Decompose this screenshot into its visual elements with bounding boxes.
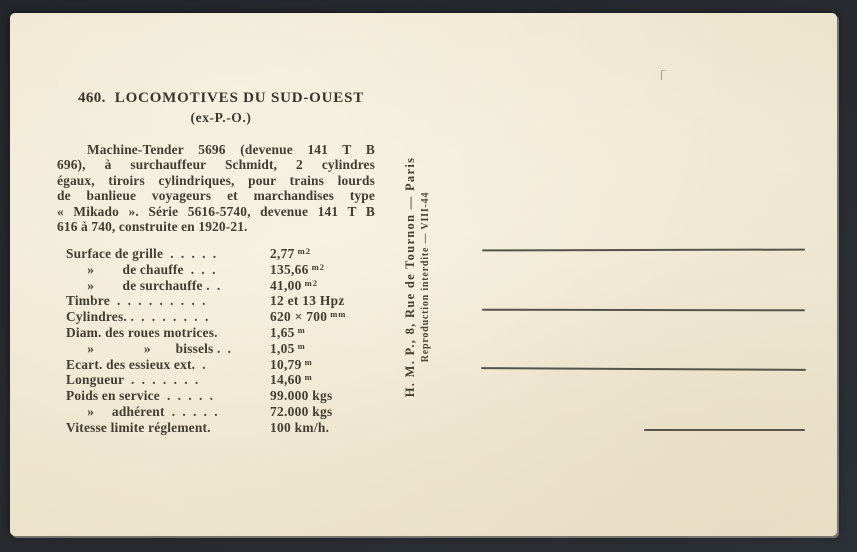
description-line: Machine-Tender 5696 (devenue 141 T B <box>87 142 375 157</box>
spec-row <box>66 309 396 325</box>
description-line: de banlieue voyageurs et marchandises type <box>57 188 375 204</box>
spec-label: Surface de grille . . . . . <box>66 246 217 261</box>
spec-value: 14,60 $^m$ <box>270 372 313 388</box>
card-title-text: LOCOMOTIVES DU SUD-OUEST <box>114 90 365 106</box>
spec-row <box>66 404 396 420</box>
spec-row <box>66 341 396 357</box>
publisher-address: H. M. P., 8, Rue de Tournon — Paris <box>403 156 417 398</box>
spec-label: Longueur . . . . . . . <box>66 372 199 388</box>
spec-label: Vitesse limite réglement. <box>66 419 218 435</box>
postcard <box>10 13 837 536</box>
card-subtitle: (ex-P.-O.) <box>190 110 252 125</box>
spec-unit: m2 <box>304 277 318 288</box>
spec-unit: m <box>297 324 306 335</box>
spec-value: 2,77 $^{m2}$ <box>270 246 311 261</box>
spec-value: 1,65 $^m$ <box>270 324 306 340</box>
spec-value: 72.000 kgs <box>270 403 333 419</box>
spec-label: Timbre . . . . . . . . . <box>66 293 206 309</box>
spec-row <box>66 388 396 404</box>
spec-row <box>66 262 396 278</box>
spec-value: 10,79 $^m$ <box>270 356 313 372</box>
spec-row <box>66 372 396 388</box>
spec-value: 100 km/h. <box>270 419 330 435</box>
spec-row <box>66 293 396 309</box>
spec-label: » adhérent . . . . . <box>66 403 218 419</box>
description-line: 616 à 740, construite en 1920-21. <box>57 219 248 235</box>
spec-unit: m <box>297 340 306 351</box>
spec-label: » de surchauffe . . <box>66 277 221 293</box>
spec-value: 41,00 $^{m2}$ <box>270 277 318 293</box>
spec-value: 99.000 kgs <box>270 388 333 404</box>
spec-label: Ecart. des essieux ext. . <box>66 356 213 372</box>
spec-value: 1,05 $^m$ <box>270 340 306 356</box>
description-paragraph <box>57 142 375 234</box>
reproduction-notice: Reproduction interdite — VIII-44 <box>420 191 431 363</box>
spec-row <box>66 246 396 262</box>
spec-unit: m <box>304 372 313 383</box>
spec-unit: m2 <box>297 246 311 256</box>
address-line-4 <box>644 429 805 431</box>
specs-table <box>66 246 396 436</box>
description-line: égaux, tiroirs cylindriques, pour trains lourds <box>57 172 375 188</box>
publisher-imprint <box>402 157 432 398</box>
spec-unit: m2 <box>311 261 325 272</box>
spec-label: Poids en service . . . . . <box>66 388 214 404</box>
spec-label: Cylindres. . . . . . . . . <box>66 309 209 325</box>
address-line-2 <box>482 309 805 311</box>
spec-row <box>66 325 396 341</box>
spec-row <box>66 420 396 436</box>
spec-label: » » bissels . . <box>66 340 232 356</box>
card-number: 460. <box>77 90 106 106</box>
spec-value: 620 × 700 $^{mm}$ <box>270 309 347 325</box>
description-line: 696), à surchauffeur Schmidt, 2 cylindres <box>57 157 375 173</box>
spec-row <box>66 278 396 294</box>
spec-label: » de chauffe . . . <box>66 261 216 277</box>
spec-label: Diam. des roues motrices. <box>66 324 222 340</box>
spec-value: 135,66 $^{m2}$ <box>270 261 325 277</box>
spec-row <box>66 357 396 373</box>
spec-value: 12 et 13 Hpz <box>270 293 345 309</box>
address-line-3 <box>481 367 806 370</box>
card-title <box>60 89 382 107</box>
spec-unit: m <box>304 356 313 367</box>
spec-unit: mm <box>330 309 347 320</box>
address-line-1 <box>482 249 805 252</box>
description-line: « Mikado ». Série 5616-5740, devenue 141 T B <box>57 203 375 219</box>
print-speck <box>661 70 666 80</box>
